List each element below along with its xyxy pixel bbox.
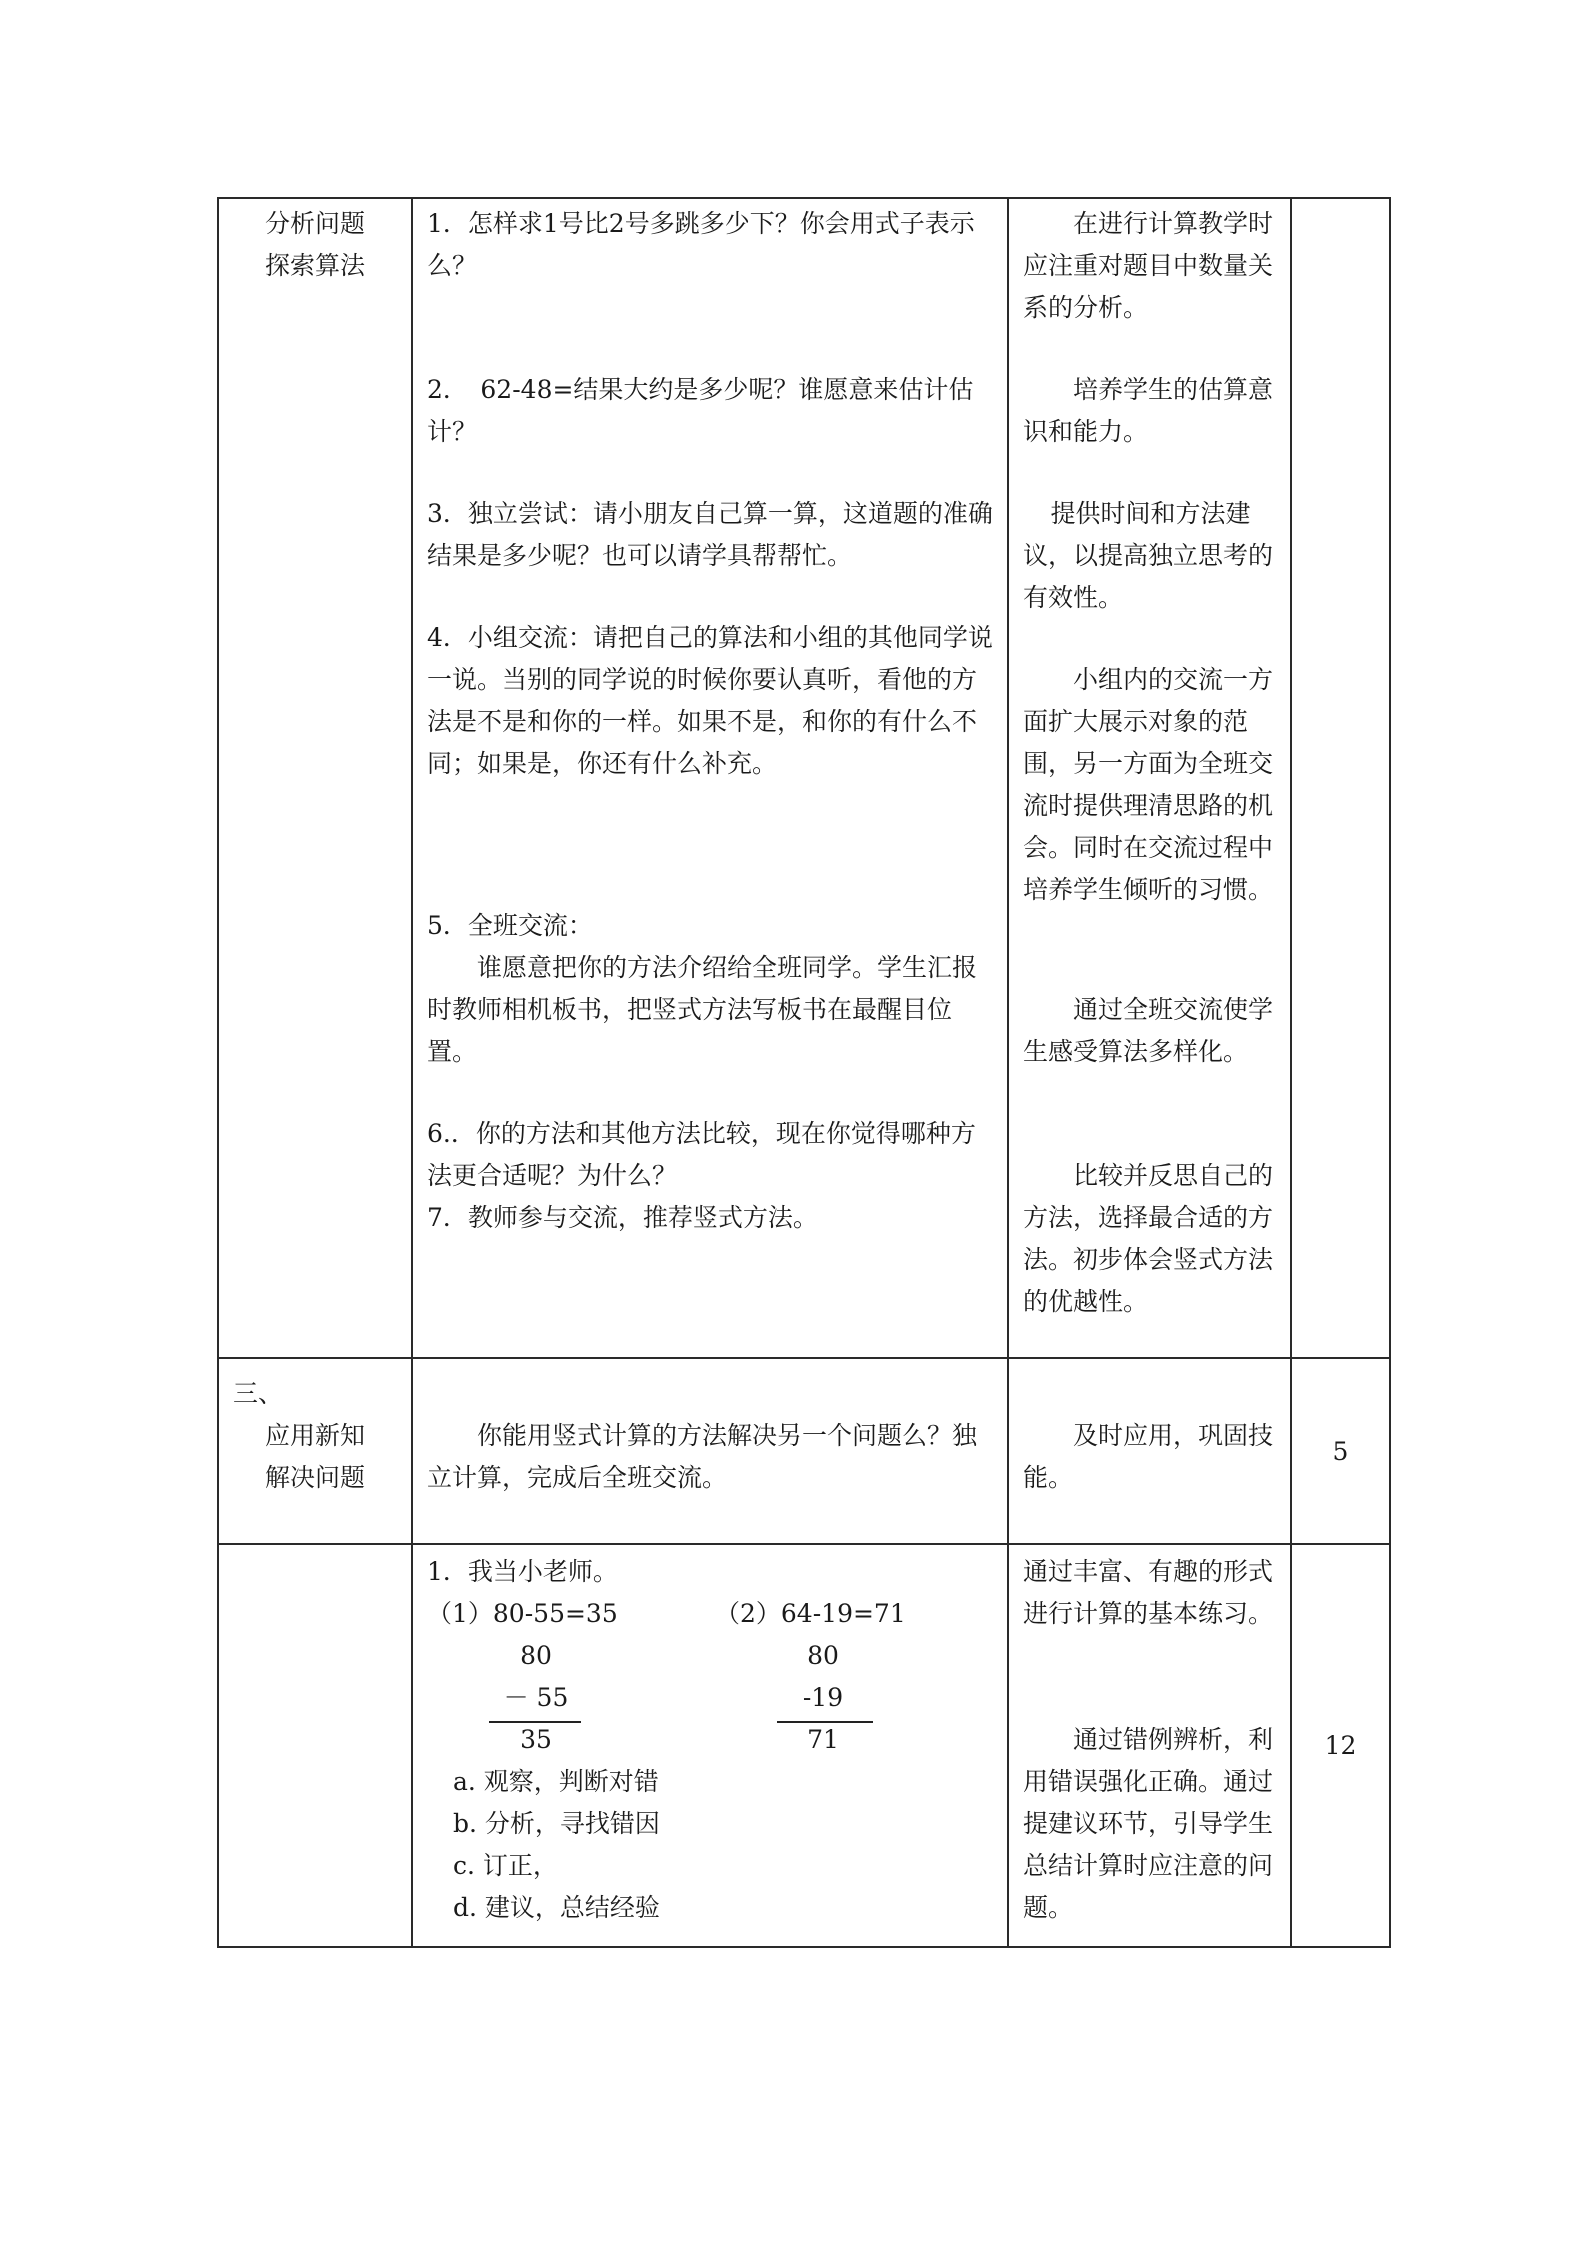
note-paragraph: 通过丰富、有趣的形式进行计算的基本练习。 (1023, 1557, 1274, 1628)
notes-cell (1008, 198, 1291, 1358)
content-paragraph: 2． 62-48=结果大约是多少呢？谁愿意来估计估计？ (427, 375, 974, 446)
content-paragraph: 4．小组交流：请把自己的算法和小组的其他同学说一说。当别的同学说的时候你要认真听，看他的方法是不是和你的一样。如果不是，和你的有什么不同；如果是，你还有什么补充。 (427, 623, 993, 778)
table-row (218, 198, 1390, 1358)
content-paragraph: 5．全班交流： (427, 911, 593, 940)
exercise-title: 1．我当小老师。 (427, 1557, 618, 1586)
minutes-cell (1291, 198, 1390, 1358)
step-item: a. 观察，判断对错 (453, 1767, 659, 1796)
minutes-value: 5 (1332, 1436, 1349, 1466)
content-paragraph: 3．独立尝试：请小朋友自己算一算，这道题的准确结果是多少呢？也可以请学具帮帮忙。 (427, 499, 993, 570)
notes-cell (1008, 1544, 1291, 1947)
equation-1: （1）80-55=35 (427, 1599, 618, 1628)
note-paragraph: 通过错例辨析，利用错误强化正确。通过提建议环节，引导学生总结计算时应注意的问题。 (1023, 1725, 1274, 1922)
step-item: d. 建议，总结经验 (453, 1893, 660, 1922)
step-item: b. 分析，寻找错因 (453, 1809, 660, 1838)
table-row (218, 1544, 1390, 1947)
content-cell (412, 1358, 1008, 1544)
vertical-1-top: 80 (520, 1641, 552, 1670)
vertical-2-top: 80 (807, 1641, 839, 1670)
minutes-cell (1291, 1358, 1390, 1544)
vertical-1-result: 35 (520, 1725, 552, 1754)
content-paragraph: 你能用竖式计算的方法解决另一个问题么？独立计算，完成后全班交流。 (427, 1421, 978, 1492)
stage-line: 三、 (233, 1379, 284, 1408)
stage-cell (218, 198, 412, 1358)
note-paragraph: 通过全班交流使学生感受算法多样化。 (1023, 995, 1274, 1066)
content-paragraph: 谁愿意把你的方法介绍给全班同学。学生汇报时教师相机板书，把竖式方法写板书在最醒目位置。 (427, 953, 978, 1066)
content-paragraph: 6.．你的方法和其他方法比较，现在你觉得哪种方法更合适呢？为什么？ (427, 1119, 976, 1190)
stage-cell (218, 1544, 412, 1947)
stage-line: 探索算法 (264, 251, 365, 280)
notes-cell (1008, 1358, 1291, 1544)
note-paragraph: 及时应用，巩固技能。 (1023, 1421, 1274, 1492)
note-paragraph: 提供时间和方法建议，以提高独立思考的有效性。 (1023, 499, 1274, 612)
minutes-cell (1291, 1544, 1390, 1947)
minutes-value: 12 (1324, 1731, 1357, 1760)
equation-2: （2）64-19=71 (715, 1599, 906, 1628)
table-row (218, 1358, 1390, 1544)
lesson-plan-table (217, 197, 1391, 1948)
content-cell (412, 198, 1008, 1358)
step-item: c. 订正， (453, 1851, 558, 1880)
note-paragraph: 在进行计算教学时应注重对题目中数量关系的分析。 (1023, 209, 1274, 322)
stage-line: 应用新知 (264, 1421, 365, 1450)
vertical-2-subtrahend: -19 (802, 1683, 844, 1712)
stage-line: 解决问题 (264, 1463, 365, 1492)
note-paragraph: 培养学生的估算意识和能力。 (1023, 375, 1274, 446)
vertical-1-subtrahend: － 55 (503, 1683, 569, 1712)
stage-cell (218, 1358, 412, 1544)
content-paragraph: 7．教师参与交流，推荐竖式方法。 (427, 1203, 818, 1232)
content-paragraph: 1．怎样求1号比2号多跳多少下？你会用式子表示么？ (427, 209, 975, 280)
note-paragraph: 小组内的交流一方面扩大展示对象的范围，另一方面为全班交流时提供理清思路的机会。同时在交流过程中培养学生倾听的习惯。 (1023, 665, 1274, 904)
stage-line: 分析问题 (264, 209, 365, 238)
vertical-2-result: 71 (807, 1725, 839, 1754)
content-cell (412, 1544, 1008, 1947)
note-paragraph: 比较并反思自己的方法，选择最合适的方法。初步体会竖式方法的优越性。 (1023, 1161, 1274, 1316)
